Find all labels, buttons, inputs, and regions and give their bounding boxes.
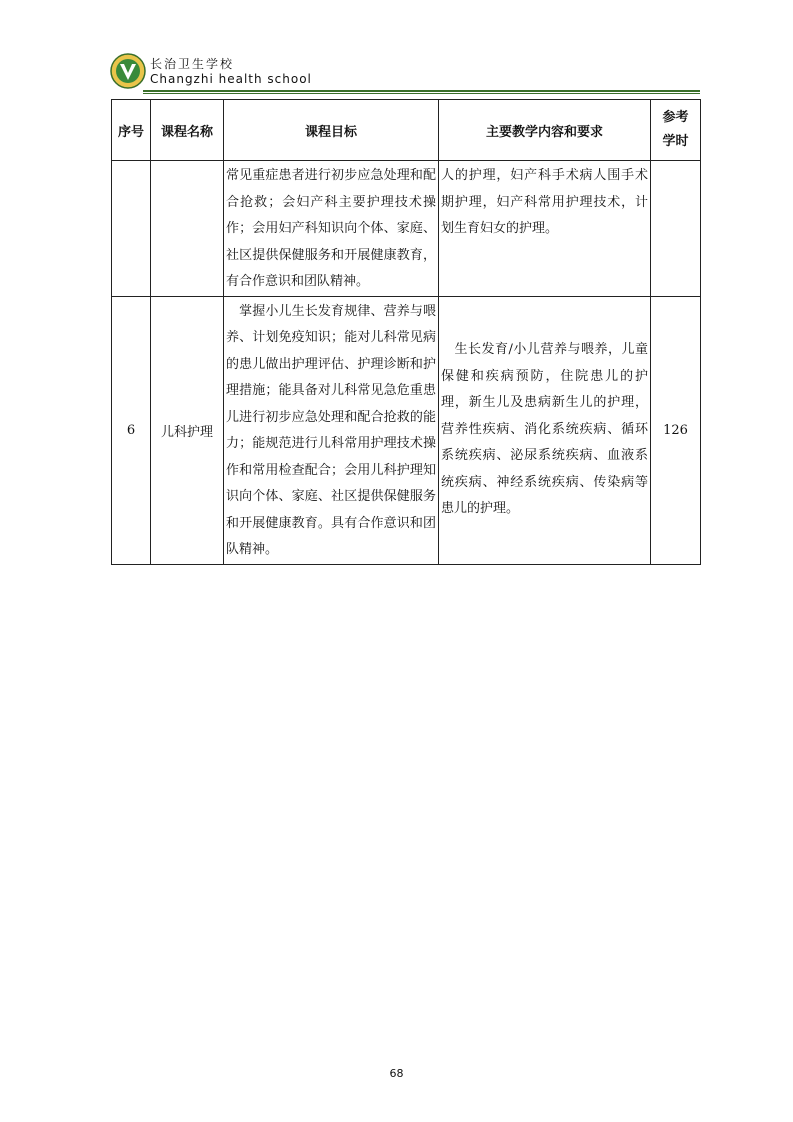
row-content: 人的护理，妇产科手术病人围手术期护理，妇产科常用护理技术，计划生育妇女的护理。 <box>441 168 648 236</box>
header-hours-line2: 学时 <box>662 134 689 149</box>
row-hours <box>651 161 701 297</box>
header-course-name: 课程名称 <box>151 100 224 161</box>
table-row <box>112 296 701 564</box>
row-course-name: 儿科护理 <box>151 296 224 564</box>
page-number: 68 <box>389 1067 404 1080</box>
row-hours: 126 <box>651 296 701 564</box>
header-course-content: 主要教学内容和要求 <box>439 100 651 161</box>
header-hours <box>651 100 701 161</box>
school-emblem-icon <box>110 53 146 89</box>
header-rule-thin <box>143 93 700 94</box>
school-name-cn: 长治卫生学校 <box>150 57 235 71</box>
row-goal: 掌握小儿生长发育规律、营养与喂养、计划免疫知识；能对儿科常见病的患儿做出护理评估、护理诊断和护理措施；能具备对儿科常见急危重患儿进行初步应急处理和配合抢救的能力；能规范进行儿科常用护理技术操作和常用检查配合；会用儿科护理知识向个体、家庭、社区提供保健服务和开展健康教育。具有合作意识和团队精神。 <box>226 303 436 557</box>
header-hours-line1: 参考 <box>662 110 689 125</box>
table-header-row <box>112 100 701 161</box>
table-row <box>112 161 701 297</box>
row-goal: 常见重症患者进行初步应急处理和配合抢救；会妇产科主要护理技术操作；会用妇产科知识向个体、家庭、社区提供保健服务和开展健康教育，有合作意识和团队精神。 <box>226 168 436 289</box>
header-index: 序号 <box>112 100 151 161</box>
row-goal-cell <box>224 161 439 297</box>
row-content-cell <box>439 296 651 564</box>
header-rule <box>143 90 700 92</box>
row-goal-cell <box>224 296 439 564</box>
school-name-en: Changzhi health school <box>150 72 312 86</box>
header-course-goal: 课程目标 <box>224 100 439 161</box>
page-header <box>110 50 700 92</box>
row-index: 6 <box>112 296 151 564</box>
row-content-cell <box>439 161 651 297</box>
row-course-name <box>151 161 224 297</box>
row-index <box>112 161 151 297</box>
row-content: 生长发育/小儿营养与喂养，儿童保健和疾病预防，住院患儿的护理，新生儿及患病新生儿的护理，营养性疾病、消化系统疾病、循环系统疾病、泌尿系统疾病、血液系统疾病、神经系统疾病、传染病等患儿的护理。 <box>441 342 648 517</box>
course-table <box>111 99 701 565</box>
